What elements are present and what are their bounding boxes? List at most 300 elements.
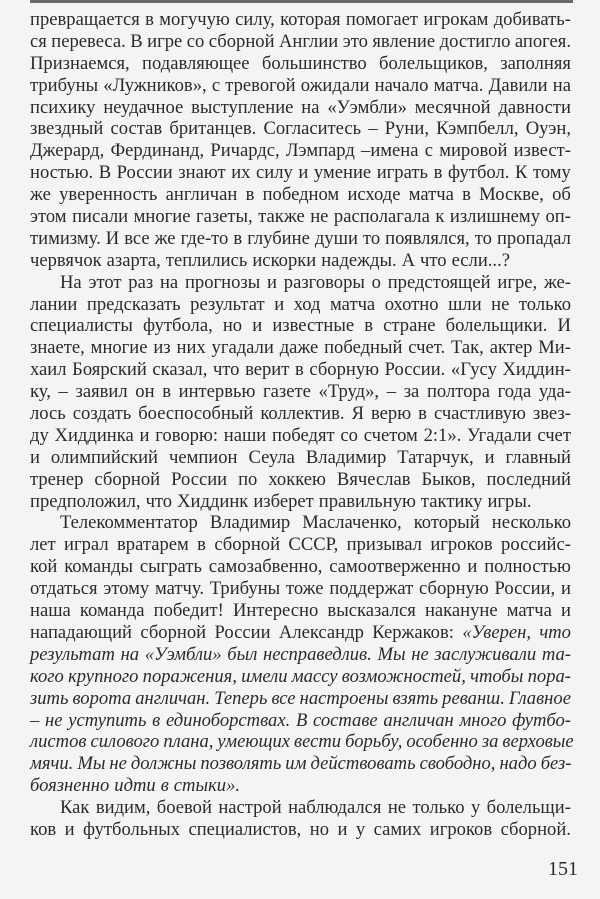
word: Я [351, 403, 364, 425]
text-line [30, 228, 571, 250]
word: со [186, 30, 205, 52]
word: лании [30, 293, 78, 315]
word: прогнозы [184, 271, 261, 293]
italic-word: надо [499, 753, 537, 775]
italic-word: «Уверен, [462, 621, 531, 643]
word: победит! [153, 600, 224, 622]
word: апогея. [514, 30, 571, 52]
word: кой [30, 556, 58, 578]
italic-word: возможностей, [341, 665, 466, 687]
word: сборную [419, 578, 489, 600]
italic-word: имели [241, 665, 288, 687]
italic-word: идти [114, 775, 156, 797]
word: предположил, [30, 490, 141, 512]
text-line [30, 140, 571, 162]
italic-word: особенно [406, 731, 478, 753]
word: знают [178, 162, 226, 184]
word: искорки [252, 249, 317, 271]
text-line [30, 272, 571, 294]
word: в [197, 534, 206, 556]
word: И [557, 315, 571, 337]
word: Татарчук, [397, 446, 474, 468]
word: поддержат [329, 578, 414, 600]
word: который [413, 512, 480, 534]
word: и [560, 578, 571, 600]
word: глубине [247, 227, 310, 249]
word: британцев. [169, 118, 257, 140]
word: Давили [488, 74, 548, 96]
word: у [355, 818, 366, 840]
word: надежды. [321, 249, 397, 271]
word: самих [373, 818, 422, 840]
word: на [552, 74, 571, 96]
word: Владимир [209, 512, 291, 534]
word: тактику [420, 490, 483, 512]
word: к [435, 206, 445, 228]
word: газеты, [195, 206, 253, 228]
word: Ричардс, [210, 140, 280, 162]
word: полностью [484, 556, 571, 578]
text-line [30, 556, 571, 578]
text-line [30, 97, 571, 119]
text-line [30, 491, 571, 513]
word: умение [313, 162, 372, 184]
word: года [497, 381, 532, 403]
word: наблюдался [288, 797, 382, 819]
italic-word: несправедлив. [263, 643, 372, 665]
word: Фердинанд, [110, 140, 205, 162]
word: – [368, 118, 378, 140]
word: газете [263, 381, 311, 403]
text-line [30, 9, 571, 31]
text-line [30, 666, 571, 688]
word: уда- [538, 381, 571, 403]
text-line [30, 75, 571, 97]
text-line [30, 578, 571, 600]
word: достигло [439, 30, 511, 52]
word: о [371, 271, 381, 293]
word: Как [60, 797, 90, 819]
word: и [64, 818, 75, 840]
word: команды [64, 556, 134, 578]
word: подавляющее [142, 52, 250, 74]
word: выступление [191, 96, 294, 118]
text-line [30, 775, 571, 797]
text-line [30, 337, 571, 359]
word: К [514, 162, 528, 184]
word: за [403, 381, 420, 403]
word: Маслаченко, [302, 512, 402, 534]
word: победный [324, 337, 403, 359]
word: матча [408, 184, 454, 206]
word: в [462, 184, 471, 206]
word: и [139, 424, 150, 446]
italic-word: массу [291, 665, 338, 687]
word: В [98, 162, 112, 184]
word: и [252, 315, 263, 337]
italic-word: взять [392, 687, 439, 709]
italic-word: на [120, 643, 140, 665]
word: России [116, 162, 173, 184]
word: футбольных [83, 818, 181, 840]
word: результат [190, 293, 265, 315]
word: Руни, [384, 118, 429, 140]
word: матчу. [155, 578, 204, 600]
word: ду [30, 424, 49, 446]
word: Интересно [233, 600, 319, 622]
text-line [30, 731, 574, 753]
italic-word: зить [30, 687, 69, 709]
word: извест- [513, 140, 571, 162]
word: и [337, 818, 348, 840]
italic-word: мячи. [30, 753, 74, 775]
italic-word: в [152, 709, 161, 731]
word: многие [133, 206, 191, 228]
word: пропадал [496, 227, 571, 249]
word: у [470, 797, 481, 819]
word: вратарем [117, 534, 189, 556]
word: заявил [75, 381, 128, 403]
word: Трибуны [209, 578, 281, 600]
word: играть [376, 162, 428, 184]
italic-word: действовать [310, 753, 416, 775]
word: футбола, [143, 315, 213, 337]
word: излишнему [449, 206, 540, 228]
word: игроков [429, 818, 493, 840]
italic-word: свободно, [419, 753, 496, 775]
word: разговоры [283, 271, 365, 293]
word: располагала [333, 206, 430, 228]
word: же [154, 227, 176, 249]
word: Так, [451, 337, 484, 359]
word: добивать- [493, 9, 571, 30]
word: не [310, 206, 329, 228]
word: России. [384, 359, 446, 381]
word: трибуны [30, 74, 99, 96]
word: если...? [451, 249, 510, 271]
word: Вячеслав [336, 468, 411, 490]
text-line [30, 710, 571, 732]
word: по [238, 468, 258, 490]
word: специалисты [30, 315, 133, 337]
italic-word: без- [540, 753, 572, 775]
word: в [364, 315, 374, 337]
word: Ми- [538, 337, 571, 359]
word: Москве, [479, 184, 544, 206]
italic-word: много [459, 709, 507, 731]
word: настрой [218, 797, 282, 819]
italic-word: уступить [68, 709, 147, 731]
italic-word: поражения, [142, 665, 237, 687]
word: «Уэмбли» [327, 96, 407, 118]
text-line [30, 53, 571, 75]
word: психику [30, 96, 96, 118]
italic-word: позволять [200, 753, 282, 775]
italic-word: Мы [377, 643, 406, 665]
word: не [387, 797, 407, 819]
word: исходе [347, 184, 401, 206]
text-line [30, 359, 571, 381]
word: победном [262, 184, 340, 206]
word: видим, [95, 797, 151, 819]
word: сборной [214, 534, 281, 556]
word: игрокам [423, 9, 489, 30]
word: интервью [178, 381, 256, 403]
italic-word: плана, [163, 731, 214, 753]
word: полтора [426, 381, 490, 403]
italic-word: не [45, 709, 63, 731]
word: правильную [318, 490, 416, 512]
word: Кержаков: [372, 621, 454, 643]
word: явление [372, 30, 436, 52]
page-number: 151 [548, 858, 578, 880]
italic-word: заслуживали [434, 643, 537, 665]
text-line [30, 425, 571, 447]
word: силу [256, 162, 293, 184]
italic-word: результат [30, 643, 115, 665]
word: счетом [363, 424, 418, 446]
word: на [159, 271, 179, 293]
italic-word: что [539, 621, 571, 643]
italic-word: Мы [77, 753, 106, 775]
word: последний [486, 468, 571, 490]
italic-word: стыки». [173, 775, 241, 797]
word: игре [147, 30, 183, 52]
word: и [467, 556, 478, 578]
text-line [30, 184, 571, 206]
italic-word: был [227, 643, 258, 665]
word: которая [280, 9, 341, 30]
word: наша [30, 600, 71, 622]
word: и [274, 293, 285, 315]
text-line [30, 206, 571, 228]
word: ожидали [300, 74, 370, 96]
word: души [314, 227, 358, 249]
word: счастливую [433, 403, 526, 425]
word: этому [103, 578, 150, 600]
word: в [245, 184, 255, 206]
text-line [30, 797, 571, 819]
word: заполняя [500, 52, 571, 74]
text-line [30, 819, 571, 841]
word: создать [72, 403, 132, 425]
word: Англии [279, 30, 339, 52]
word: хаил [30, 359, 67, 381]
word: с [424, 140, 433, 162]
word: то [362, 227, 381, 249]
text-line [30, 250, 571, 272]
word: игры. [487, 490, 532, 512]
word: верю [371, 403, 412, 425]
word: Сеула [248, 446, 295, 468]
word: англичан [165, 184, 238, 206]
word: хоккею [268, 468, 326, 490]
word: Угадали [467, 424, 532, 446]
word: наши [223, 424, 267, 446]
italic-word: В [295, 709, 308, 731]
word: месячной [414, 96, 491, 118]
italic-word: силового [90, 731, 160, 753]
word: сказал, [152, 359, 208, 381]
word: в [433, 162, 443, 184]
word: специалистов, [188, 818, 302, 840]
italic-word: англичан. [135, 687, 211, 709]
italic-word: реванш. [442, 687, 505, 709]
word: и [561, 600, 571, 622]
word: это [342, 30, 368, 52]
word: но [309, 818, 330, 840]
word: то [474, 227, 492, 249]
text-line [30, 403, 571, 425]
word: угадали [211, 337, 274, 359]
word: болельщи- [486, 797, 571, 819]
word: же- [543, 271, 571, 293]
word: Лэмпард [285, 140, 355, 162]
word: На [60, 271, 82, 293]
italic-word: единоборствах. [165, 709, 291, 731]
word: болельщиков, [379, 52, 488, 74]
word: говорю: [155, 424, 218, 446]
text-line [30, 534, 571, 556]
word: звез- [532, 403, 571, 425]
word: победят [272, 424, 335, 446]
italic-word: Теперь [214, 687, 268, 709]
word: шли [448, 293, 482, 315]
word: матча [506, 600, 552, 622]
italic-word: кого [30, 665, 64, 687]
word: в [233, 227, 243, 249]
word: и [484, 446, 495, 468]
word: что [420, 249, 447, 271]
word: тренер [30, 468, 84, 490]
italic-word: ворота [72, 687, 132, 709]
word: он [135, 381, 155, 403]
word: Владимир [305, 446, 387, 468]
word: чемпион [168, 446, 238, 468]
word: России [171, 468, 228, 490]
italic-word: все [271, 687, 296, 709]
text-line [30, 294, 571, 316]
word: азарта, [106, 249, 161, 271]
word: Хиддинка [54, 424, 134, 446]
word: перевеса. [51, 30, 126, 52]
italic-word: составе [313, 709, 378, 731]
word: лет [30, 534, 56, 556]
word: даже [279, 337, 319, 359]
word: только [518, 293, 571, 315]
word: в [162, 381, 171, 403]
word: матча [330, 293, 376, 315]
word: отдаться [30, 578, 98, 600]
italic-word: вести [294, 731, 342, 753]
word: уверенность [59, 184, 158, 206]
word: червячок [30, 249, 102, 271]
word: самоотверженно [329, 556, 461, 578]
text-line [30, 600, 571, 622]
word: самозабвенно, [208, 556, 323, 578]
word: мировой [439, 140, 508, 162]
word: раз [128, 271, 154, 293]
text-line [30, 469, 571, 491]
word: боевой [156, 797, 212, 819]
italic-word: та- [541, 643, 571, 665]
word: охотно [384, 293, 439, 315]
text-line [30, 688, 571, 710]
word: со [340, 424, 358, 446]
body-text [30, 9, 574, 841]
word: изберет [253, 490, 314, 512]
word: лось [30, 403, 66, 425]
word: давности [498, 96, 571, 118]
word: только [412, 797, 465, 819]
word: Быков, [421, 468, 476, 490]
word: российс- [501, 534, 571, 556]
word: известные [272, 315, 355, 337]
word: с [211, 74, 221, 96]
word: в [418, 403, 427, 425]
italic-word: боязненно [30, 775, 110, 797]
word: что [212, 359, 240, 381]
text-line [30, 644, 571, 666]
word: Боярский [72, 359, 147, 381]
word: сборной [140, 621, 207, 643]
word: –имена [361, 140, 419, 162]
word: сборной. [500, 818, 571, 840]
text-line [30, 315, 571, 337]
italic-word: крупного [68, 665, 139, 687]
word: и [30, 446, 40, 468]
word: многие [90, 337, 148, 359]
word: не [491, 293, 510, 315]
word: нападающий [30, 621, 132, 643]
word: начало [374, 74, 429, 96]
italic-word: верховые [502, 731, 574, 753]
word: этот [88, 271, 122, 293]
italic-word: умеющих [217, 731, 291, 753]
word: Признаемся, [30, 52, 130, 74]
word: олимпийский [50, 446, 159, 468]
word: ход [293, 293, 321, 315]
word: предсказать [86, 293, 181, 315]
word: – [58, 381, 68, 403]
word: игре, [497, 271, 538, 293]
word: предстоящей [387, 271, 491, 293]
word: знаете, [30, 337, 85, 359]
word: состав [110, 118, 163, 140]
word: Александр [278, 621, 364, 643]
word: же [30, 184, 51, 206]
word: также [258, 206, 305, 228]
word: Оуэн, [525, 118, 571, 140]
word: Хиддин- [502, 359, 571, 381]
word: матча. [433, 74, 484, 96]
italic-word: в [160, 775, 169, 797]
word: появлялся, [385, 227, 470, 249]
word: ностью. [30, 162, 94, 184]
text-line [30, 512, 571, 534]
text-line [30, 622, 571, 644]
word: об [552, 184, 571, 206]
word: «Гусу [450, 359, 497, 381]
word: «Лужников», [103, 74, 207, 96]
word: накануне [424, 600, 498, 622]
word: сборной [208, 30, 275, 52]
word: играл [64, 534, 109, 556]
word: теплились [165, 249, 248, 271]
word: что [145, 490, 173, 512]
word: 2:1». [423, 424, 462, 446]
word: этом [30, 206, 67, 228]
